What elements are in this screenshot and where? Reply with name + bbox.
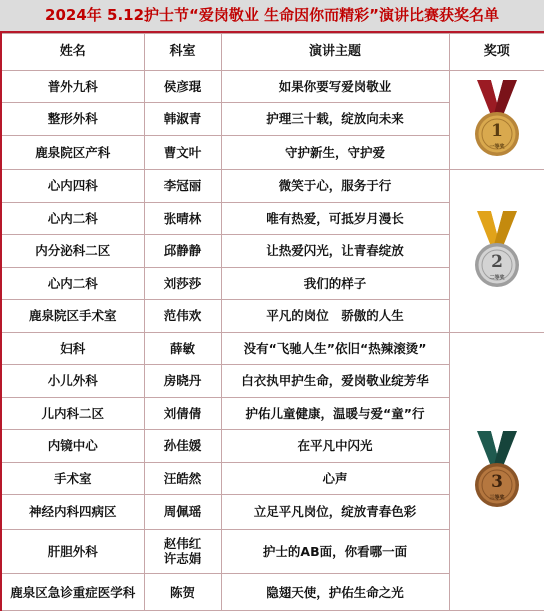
cell-topic: 护士的AB面，你看哪一面: [221, 529, 449, 574]
award-medal-text: 二等奖: [489, 274, 505, 281]
award-table: [0, 33, 544, 611]
cell-name: 普外九科: [1, 70, 144, 103]
cell-topic: 心声: [221, 462, 449, 495]
header-award: 奖项: [449, 34, 544, 71]
table-header-row: [1, 34, 544, 71]
cell-dept: 张晴林: [144, 202, 221, 235]
cell-topic: 隐翅天使，护佑生命之光: [221, 574, 449, 611]
award-rank-label: 1: [490, 120, 503, 141]
cell-topic: 微笑于心，服务于行: [221, 170, 449, 203]
cell-dept: 汪皓然: [144, 462, 221, 495]
cell-name: 儿内科二区: [1, 397, 144, 430]
cell-dept: 邱静静: [144, 235, 221, 268]
cell-topic: 如果你要写爱岗敬业: [221, 70, 449, 103]
cell-dept: 房晓丹: [144, 365, 221, 398]
cell-dept: 孙佳媛: [144, 430, 221, 463]
cell-name: 鹿泉院区产科: [1, 135, 144, 170]
cell-topic: 我们的样子: [221, 267, 449, 300]
cell-dept-line: 许志娟: [163, 551, 202, 567]
award-rank-label: 2: [490, 251, 503, 272]
cell-topic: 白衣执甲护生命，爱岗敬业绽芳华: [221, 365, 449, 398]
table-row: [1, 332, 544, 365]
cell-topic: 护佑儿童健康，温暖与爱“童”行: [221, 397, 449, 430]
award-medal-text: 一等奖: [489, 143, 505, 150]
table-row: [1, 170, 544, 203]
cell-topic: 平凡的岗位 骄傲的人生: [221, 300, 449, 333]
cell-dept: 范伟欢: [144, 300, 221, 333]
award-rank-label: 3: [490, 472, 503, 493]
cell-name: 心内二科: [1, 267, 144, 300]
table-row: [1, 70, 544, 103]
cell-dept: [144, 529, 221, 574]
cell-name: 心内二科: [1, 202, 144, 235]
cell-topic: 没有“飞驰人生”依旧“热辣滚烫”: [221, 332, 449, 365]
cell-topic: 唯有热爱，可抵岁月漫长: [221, 202, 449, 235]
cell-name: 内分泌科二区: [1, 235, 144, 268]
cell-dept: 李冠丽: [144, 170, 221, 203]
header-name: 姓名: [1, 34, 144, 71]
cell-name: 鹿泉区急诊重症医学科: [1, 574, 144, 611]
cell-name: 小儿外科: [1, 365, 144, 398]
award-cell-third: [449, 332, 544, 610]
cell-name: 心内四科: [1, 170, 144, 203]
bronze-medal-icon: [468, 429, 526, 513]
cell-dept: 曹文叶: [144, 135, 221, 170]
award-cell-second: [449, 170, 544, 333]
cell-name: 肝胆外科: [1, 529, 144, 574]
award-medal-text: 三等奖: [489, 495, 505, 502]
cell-name: 整形外科: [1, 103, 144, 136]
cell-dept: 薛敏: [144, 332, 221, 365]
cell-dept: 侯彦琨: [144, 70, 221, 103]
silver-medal-icon: [468, 209, 526, 293]
cell-name: 手术室: [1, 462, 144, 495]
cell-topic: 让热爱闪光，让青春绽放: [221, 235, 449, 268]
cell-dept: 刘倩倩: [144, 397, 221, 430]
cell-dept: 韩淑青: [144, 103, 221, 136]
cell-dept: 刘莎莎: [144, 267, 221, 300]
cell-dept-line: 赵伟红: [163, 536, 202, 552]
cell-topic: 立足平凡岗位，绽放青春色彩: [221, 495, 449, 530]
cell-dept: 周佩瑶: [144, 495, 221, 530]
cell-topic: 守护新生，守护爱: [221, 135, 449, 170]
header-dept: 科室: [144, 34, 221, 71]
cell-topic: 护理三十载，绽放向未来: [221, 103, 449, 136]
cell-name: 鹿泉院区手术室: [1, 300, 144, 333]
cell-name: 神经内科四病区: [1, 495, 144, 530]
page-title: 2024年 5.12护士节“爱岗敬业 生命因你而精彩”演讲比赛获奖名单: [0, 0, 544, 33]
cell-dept: 陈贺: [144, 574, 221, 611]
award-cell-first: [449, 70, 544, 170]
cell-name: 妇科: [1, 332, 144, 365]
cell-name: 内镜中心: [1, 430, 144, 463]
gold-medal-icon: [468, 78, 526, 162]
header-topic: 演讲主题: [221, 34, 449, 71]
cell-topic: 在平凡中闪光: [221, 430, 449, 463]
